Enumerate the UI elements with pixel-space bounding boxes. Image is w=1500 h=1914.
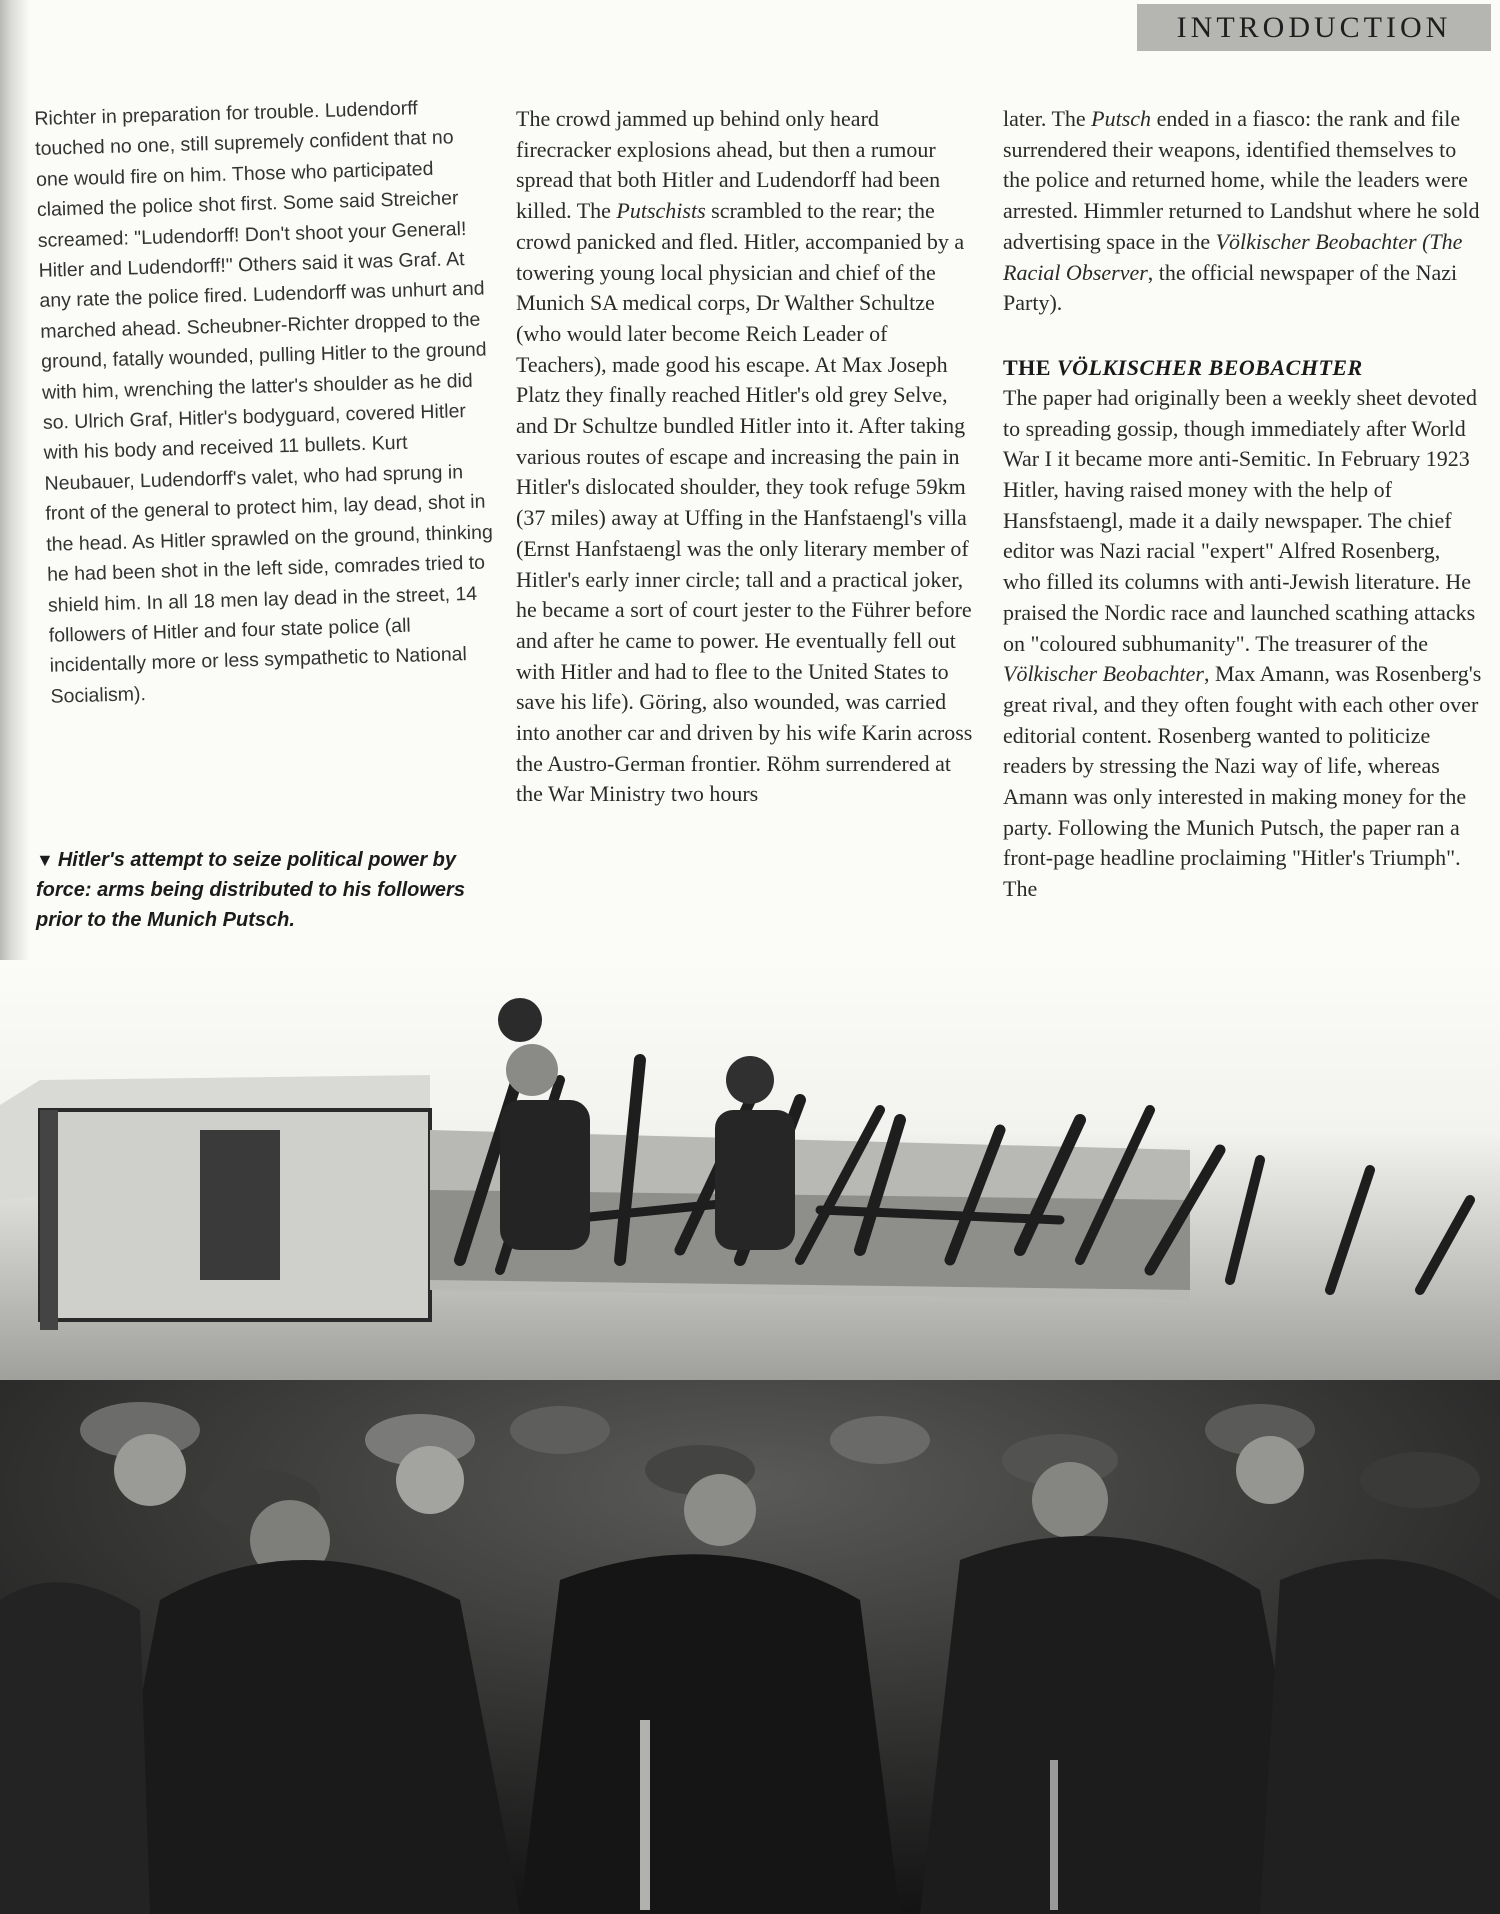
text-run: , the official newspaper of the Nazi Party). — [1003, 259, 1458, 316]
text-run: ended in a fiasco: the rank and file surrendered their weapons, identified themselves to the police and returned home, while the leaders were arrested. Himmler returned to Landshut where he sold advertising space in the — [1003, 106, 1480, 254]
column-1 — [34, 91, 503, 712]
column-3 — [1003, 104, 1483, 905]
column-3-paragraph-2 — [1003, 383, 1483, 905]
crowd — [0, 1380, 1500, 1914]
column-1-paragraph: Richter in preparation for trouble. Ludendorff touched no one, still supremely confident that no one would fire on him. Those who participated claimed the police shot first. Some said Streicher screamed: "Ludendorff! Don't shoot your General! Hitler and Ludendorff!" Others said it was Graf. At any rate the police fired. Ludendorff was unhurt and marched ahead. Scheubner-Richter dropped to the ground, fatally wounded, pulling Hitler to the ground with him, wrenching the latter's shoulder as he did so. Ulrich Graf, Hitler's bodyguard, covered Hitler with his body and received 11 bullets. Kurt Neubauer, Ludendorff's valet, who had sprung in front of the general to protect him, lay dead, shot in the head. As Hitler sprawled on the ground, thinking he had been shot in the left side, comrades tried to shield him. In all 18 men lay dead in the street, 14 followers of Hitler and four state police (all incidentally more or less sympathetic to National Socialism). — [34, 97, 494, 708]
photo-illustration — [0, 960, 1500, 1914]
caption-text: Hitler's attempt to seize political power by force: arms being distributed to his followers prior to the Munich Putsch. — [36, 849, 465, 931]
text-run: , Max Amann, was Rosenberg's great rival, and they often fought with each other over editorial content. Rosenberg wanted to politicize readers by stressing the Nazi way of life, whereas Amann was only interested in making money for the party. Following the Munich Putsch, the paper ran a front-page headline proclaiming "Hitler's Triumph". The — [1003, 661, 1482, 902]
column-3-paragraph-1 — [1003, 104, 1483, 319]
text-run: The paper had originally been a weekly sheet devoted to spreading gossip, though immediately after World War I it became more anti-Semitic. In February 1923 Hitler, having raised money with the help of Hansfstaengl, made it a daily newspaper. The chief editor was Nazi racial "expert" Alfred Rosenberg, who filled its columns with anti-Jewish literature. He praised the Nordic race and launched scathing attacks on "coloured subhumanity". The treasurer of the — [1003, 384, 1478, 656]
column-2 — [516, 104, 978, 810]
text-run-italic: Putsch — [1091, 106, 1152, 131]
text-run: scrambled to the rear; the crowd panicked and fled. Hitler, accompanied by a towering young local physician and chief of the Munich SA medical corps, Dr Walther Schultze (who would later become Reich Leader of Teachers), made good his escape. At Max Joseph Platz they finally reached Hitler's old grey Selve, and Dr Schultze bundled Hitler into it. After taking various routes of escape and increasing the pain in Hitler's dislocated shoulder, they took refuge 59km (37 miles) away at Uffing in the Hanfstaengl's villa (Ernst Hanfstaengl was the only literary member of Hitler's early inner circle; tall and a practical joker, he became a sort of court jester to the Führer before and after he came to power. He eventually fell out with Hitler and had to flee to the United States to save his life). Göring, also wounded, was carried into another car and driven by his wife Karin across the Austro-German frontier. Röhm surrendered at the War Ministry two hours — [516, 198, 973, 807]
column-2-paragraph — [516, 104, 978, 810]
text-run-italic: Völkischer Beobachter — [1003, 661, 1204, 687]
heading-run-italic: VÖLKISCHER BEOBACHTER — [1056, 354, 1363, 380]
section-heading — [1003, 353, 1483, 383]
text-run: The crowd jammed up behind only heard firecracker explosions ahead, but then a rumour spread that both Hitler and Ludendorff had been killed. The — [516, 106, 941, 224]
photo-caption — [36, 845, 496, 935]
heading-run: THE — [1003, 354, 1057, 380]
text-run-italic: Völkischer Beobachter (The Racial Observer — [1003, 228, 1463, 285]
section-header-tab — [1137, 4, 1491, 51]
caption-triangle-icon: ▼ — [36, 850, 54, 870]
text-run-italic: Putschists — [616, 198, 706, 224]
historical-photo — [0, 960, 1500, 1914]
text-run: later. The — [1003, 106, 1092, 131]
section-label: INTRODUCTION — [1176, 10, 1452, 44]
